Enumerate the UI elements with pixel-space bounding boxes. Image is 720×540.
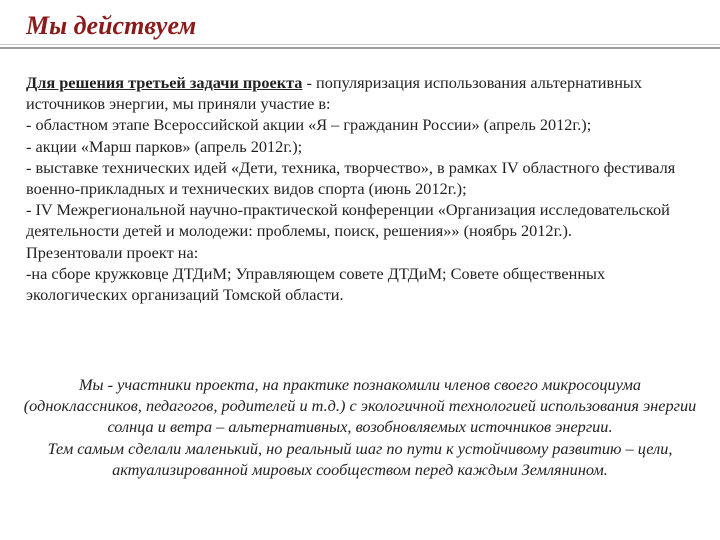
- intro-paragraph: [26, 72, 706, 114]
- slide-title: Мы действуем: [26, 11, 197, 40]
- list-item-conference: - IV Межрегиональной научно-практической конференции «Организация исследовательской деятельности детей и молодежи: проблемы, поиск, решения»» (ноябрь 2012г.).: [26, 200, 670, 241]
- list-item-regional-action: - областном этапе Всероссийской акции «Я – гражданин России» (апрель 2012г.);: [26, 115, 592, 135]
- intro-heading: Для решения третьей задачи проекта: [26, 73, 303, 92]
- summary-block: [20, 374, 700, 480]
- presented-label: Презентовали проект на:: [26, 242, 199, 262]
- title-divider: [0, 47, 720, 49]
- presented-detail: -на сборе кружковце ДТДиМ; Управляющем совете ДТДиМ; Совете общественных экологических организаций Томской области.: [26, 263, 606, 305]
- intro-rest: - популяризация использования альтернативных источников энергии, мы приняли участие в:: [26, 73, 642, 114]
- list-item-tech-exhibition: - выставке технических идей «Дети, техника, творчество», в рамках IV областного фестиваля военно-прикладных и технических видов спорта (июнь 2012г.);: [26, 157, 676, 199]
- main-text-block: [26, 72, 706, 305]
- title-divider-thin: [0, 44, 720, 45]
- summary-paragraph-2: Тем самым сделали маленький, но реальный шаг по пути к устойчивому развитию – цели, актуализированной мировых сообществом перед каждым Землянином.: [47, 438, 673, 479]
- summary-paragraph-1: Мы - участники проекта, на практике познакомили членов своего микросоциума (одноклассников, педагогов, родителей и т.д.) с экологичной технологией использования энергии солнца и ветра – альтернативных, возобновляемых источников энергии.: [23, 375, 697, 437]
- list-item-park-march: - акции «Марш парков» (апрель 2012г.);: [26, 136, 303, 156]
